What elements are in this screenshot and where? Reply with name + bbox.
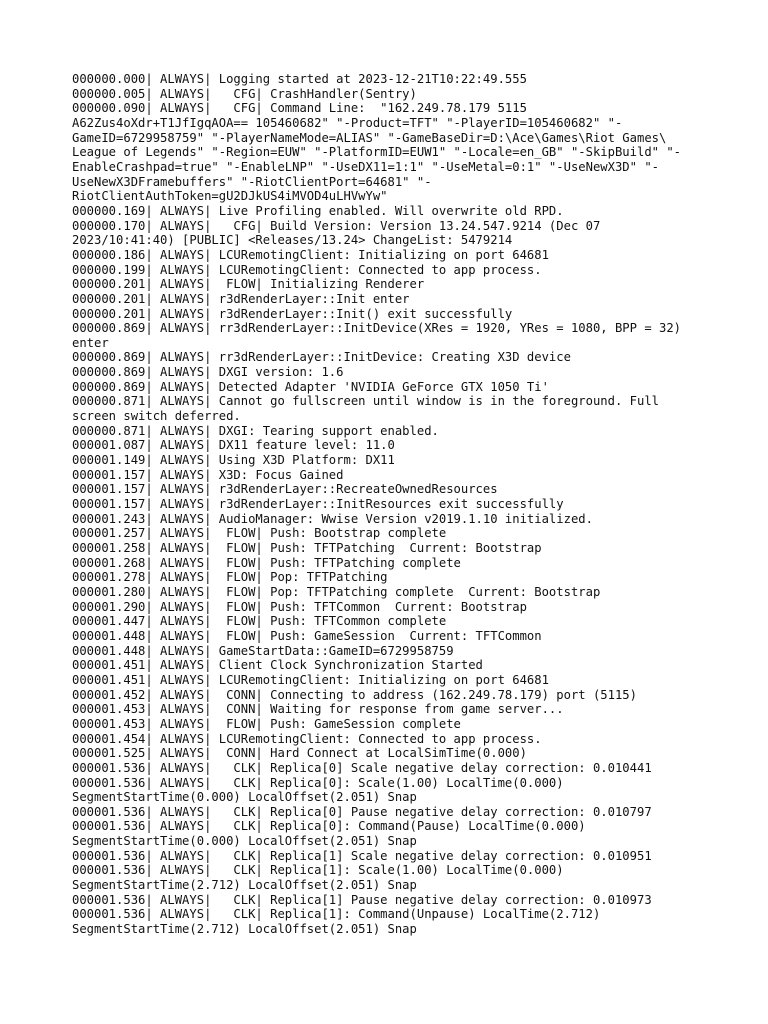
log-line: 000000.871| ALWAYS| DXGI: Tearing support enabled. <box>72 423 439 438</box>
log-line: 000001.454| ALWAYS| LCURemotingClient: Connected to app process. <box>72 731 542 746</box>
log-line: 000001.278| ALWAYS| FLOW| Pop: TFTPatching <box>72 570 388 585</box>
log-line: 000001.451| ALWAYS| LCURemotingClient: Initializing on port 64681 <box>72 672 549 687</box>
log-line: 000001.243| ALWAYS| AudioManager: Wwise Version v2019.1.10 initialized. <box>72 511 593 526</box>
log-line: 000001.087| ALWAYS| DX11 feature level: 11.0 <box>72 438 395 453</box>
log-line: 000000.169| ALWAYS| Live Profiling enabled. Will overwrite old RPD. <box>72 203 564 218</box>
log-line: 000000.869| ALWAYS| DXGI version: 1.6 <box>72 365 344 380</box>
log-line: 000001.536| ALWAYS| CLK| Replica[1]: Scale(1.00) LocalTime(0.000) <box>72 863 564 878</box>
log-line: 000000.201| ALWAYS| r3dRenderLayer::Init() exit successfully <box>72 306 513 321</box>
log-line: 000001.280| ALWAYS| FLOW| Pop: TFTPatching complete Current: Bootstrap <box>72 584 601 599</box>
log-line: 000001.536| ALWAYS| CLK| Replica[1] Pause negative delay correction: 0.010973 <box>72 892 652 907</box>
log-line: League of Legends" "-Region=EUW" "-PlatformID=EUW1" "-Locale=en_GB" "-SkipBuild" "- <box>72 145 682 160</box>
log-line: 000001.448| ALWAYS| GameStartData::GameID=6729958759 <box>72 643 454 658</box>
log-line: 000000.869| ALWAYS| rr3dRenderLayer::InitDevice(XRes = 1920, YRes = 1080, BPP = 32) <box>72 321 682 336</box>
log-line: 000000.869| ALWAYS| Detected Adapter 'NVIDIA GeForce GTX 1050 Ti' <box>72 379 549 394</box>
log-line: EnableCrashpad=true" "-EnableLNP" "-UseDX11=1:1" "-UseMetal=0:1" "-UseNewX3D" "- <box>72 159 659 174</box>
log-line: 000001.453| ALWAYS| CONN| Waiting for response from game server... <box>72 702 564 717</box>
log-line: 000001.536| ALWAYS| CLK| Replica[0]: Command(Pause) LocalTime(0.000) <box>72 819 586 834</box>
log-line: 000001.453| ALWAYS| FLOW| Push: GameSession complete <box>72 716 461 731</box>
log-line: 000001.258| ALWAYS| FLOW| Push: TFTPatching Current: Bootstrap <box>72 541 542 555</box>
log-line: 000001.268| ALWAYS| FLOW| Push: TFTPatching complete <box>72 555 461 570</box>
log-line: GameID=6729958759" "-PlayerNameMode=ALIAS" "-GameBaseDir=D:\Ace\Games\Riot Games\ <box>72 130 667 145</box>
log-line: 2023/10:41:40) [PUBLIC] <Releases/13.24> ChangeList: 5479214 <box>72 233 513 248</box>
log-line: 000001.447| ALWAYS| FLOW| Push: TFTCommon complete <box>72 614 447 629</box>
log-line: SegmentStartTime(2.712) LocalOffset(2.051) Snap <box>72 878 417 893</box>
log-line: 000000.869| ALWAYS| rr3dRenderLayer::InitDevice: Creating X3D device <box>72 350 571 365</box>
log-line: 000000.170| ALWAYS| CFG| Build Version: Version 13.24.547.9214 (Dec 07 <box>72 218 601 233</box>
log-line: enter <box>72 335 109 350</box>
log-line: A62Zus4oXdr+T1JfIgqAOA== 105460682" "-Product=TFT" "-PlayerID=105460682" "- <box>72 115 623 130</box>
log-line: SegmentStartTime(0.000) LocalOffset(2.051) Snap <box>72 790 417 805</box>
log-line: 000001.536| ALWAYS| CLK| Replica[1] Scale negative delay correction: 0.010951 <box>72 848 652 863</box>
log-line: 000001.257| ALWAYS| FLOW| Push: Bootstrap complete <box>72 526 447 541</box>
log-document <box>72 72 712 937</box>
log-line: 000001.536| ALWAYS| CLK| Replica[0] Scale negative delay correction: 0.010441 <box>72 760 652 775</box>
log-line: 000001.525| ALWAYS| CONN| Hard Connect at LocalSimTime(0.000) <box>72 746 527 761</box>
log-line: 000001.290| ALWAYS| FLOW| Push: TFTCommon Current: Bootstrap <box>72 599 527 614</box>
log-line: 000000.201| ALWAYS| r3dRenderLayer::Init enter <box>72 291 410 306</box>
log-line: 000001.536| ALWAYS| CLK| Replica[0]: Scale(1.00) LocalTime(0.000) <box>72 775 564 790</box>
log-line: 000000.000| ALWAYS| Logging started at 2023-12-21T10:22:49.555 <box>72 72 527 86</box>
log-line: 000000.199| ALWAYS| LCURemotingClient: Connected to app process. <box>72 262 542 277</box>
log-line: 000001.452| ALWAYS| CONN| Connecting to address (162.249.78.179) port (5115) <box>72 687 637 702</box>
log-line: SegmentStartTime(2.712) LocalOffset(2.051) Snap <box>72 922 417 937</box>
log-line: 000000.201| ALWAYS| FLOW| Initializing Renderer <box>72 277 425 292</box>
log-line: 000000.005| ALWAYS| CFG| CrashHandler(Sentry) <box>72 86 417 101</box>
log-line: 000001.536| ALWAYS| CLK| Replica[1]: Command(Unpause) LocalTime(2.712) <box>72 907 601 922</box>
log-line: 000001.149| ALWAYS| Using X3D Platform: DX11 <box>72 453 395 468</box>
log-line: 000000.871| ALWAYS| Cannot go fullscreen until window is in the foreground. Full <box>72 394 659 409</box>
log-line: SegmentStartTime(0.000) LocalOffset(2.051) Snap <box>72 834 417 849</box>
log-line: 000001.448| ALWAYS| FLOW| Push: GameSession Current: TFTCommon <box>72 628 542 643</box>
log-line: screen switch deferred. <box>72 409 241 424</box>
log-line: UseNewX3DFramebuffers" "-RiotClientPort=64681" "- <box>72 174 432 189</box>
log-line: 000001.157| ALWAYS| X3D: Focus Gained <box>72 467 344 482</box>
log-line: 000001.451| ALWAYS| Client Clock Synchronization Started <box>72 658 483 673</box>
log-line: 000001.157| ALWAYS| r3dRenderLayer::InitResources exit successfully <box>72 497 564 512</box>
log-line: 000001.536| ALWAYS| CLK| Replica[0] Pause negative delay correction: 0.010797 <box>72 804 652 819</box>
log-line: 000000.090| ALWAYS| CFG| Command Line: "162.249.78.179 5115 <box>72 101 527 116</box>
log-line: 000000.186| ALWAYS| LCURemotingClient: Initializing on port 64681 <box>72 247 549 262</box>
log-line: 000001.157| ALWAYS| r3dRenderLayer::RecreateOwnedResources <box>72 482 498 497</box>
log-line: RiotClientAuthToken=gU2DJkUS4iMVOD4uLHVwYw" <box>72 189 388 204</box>
